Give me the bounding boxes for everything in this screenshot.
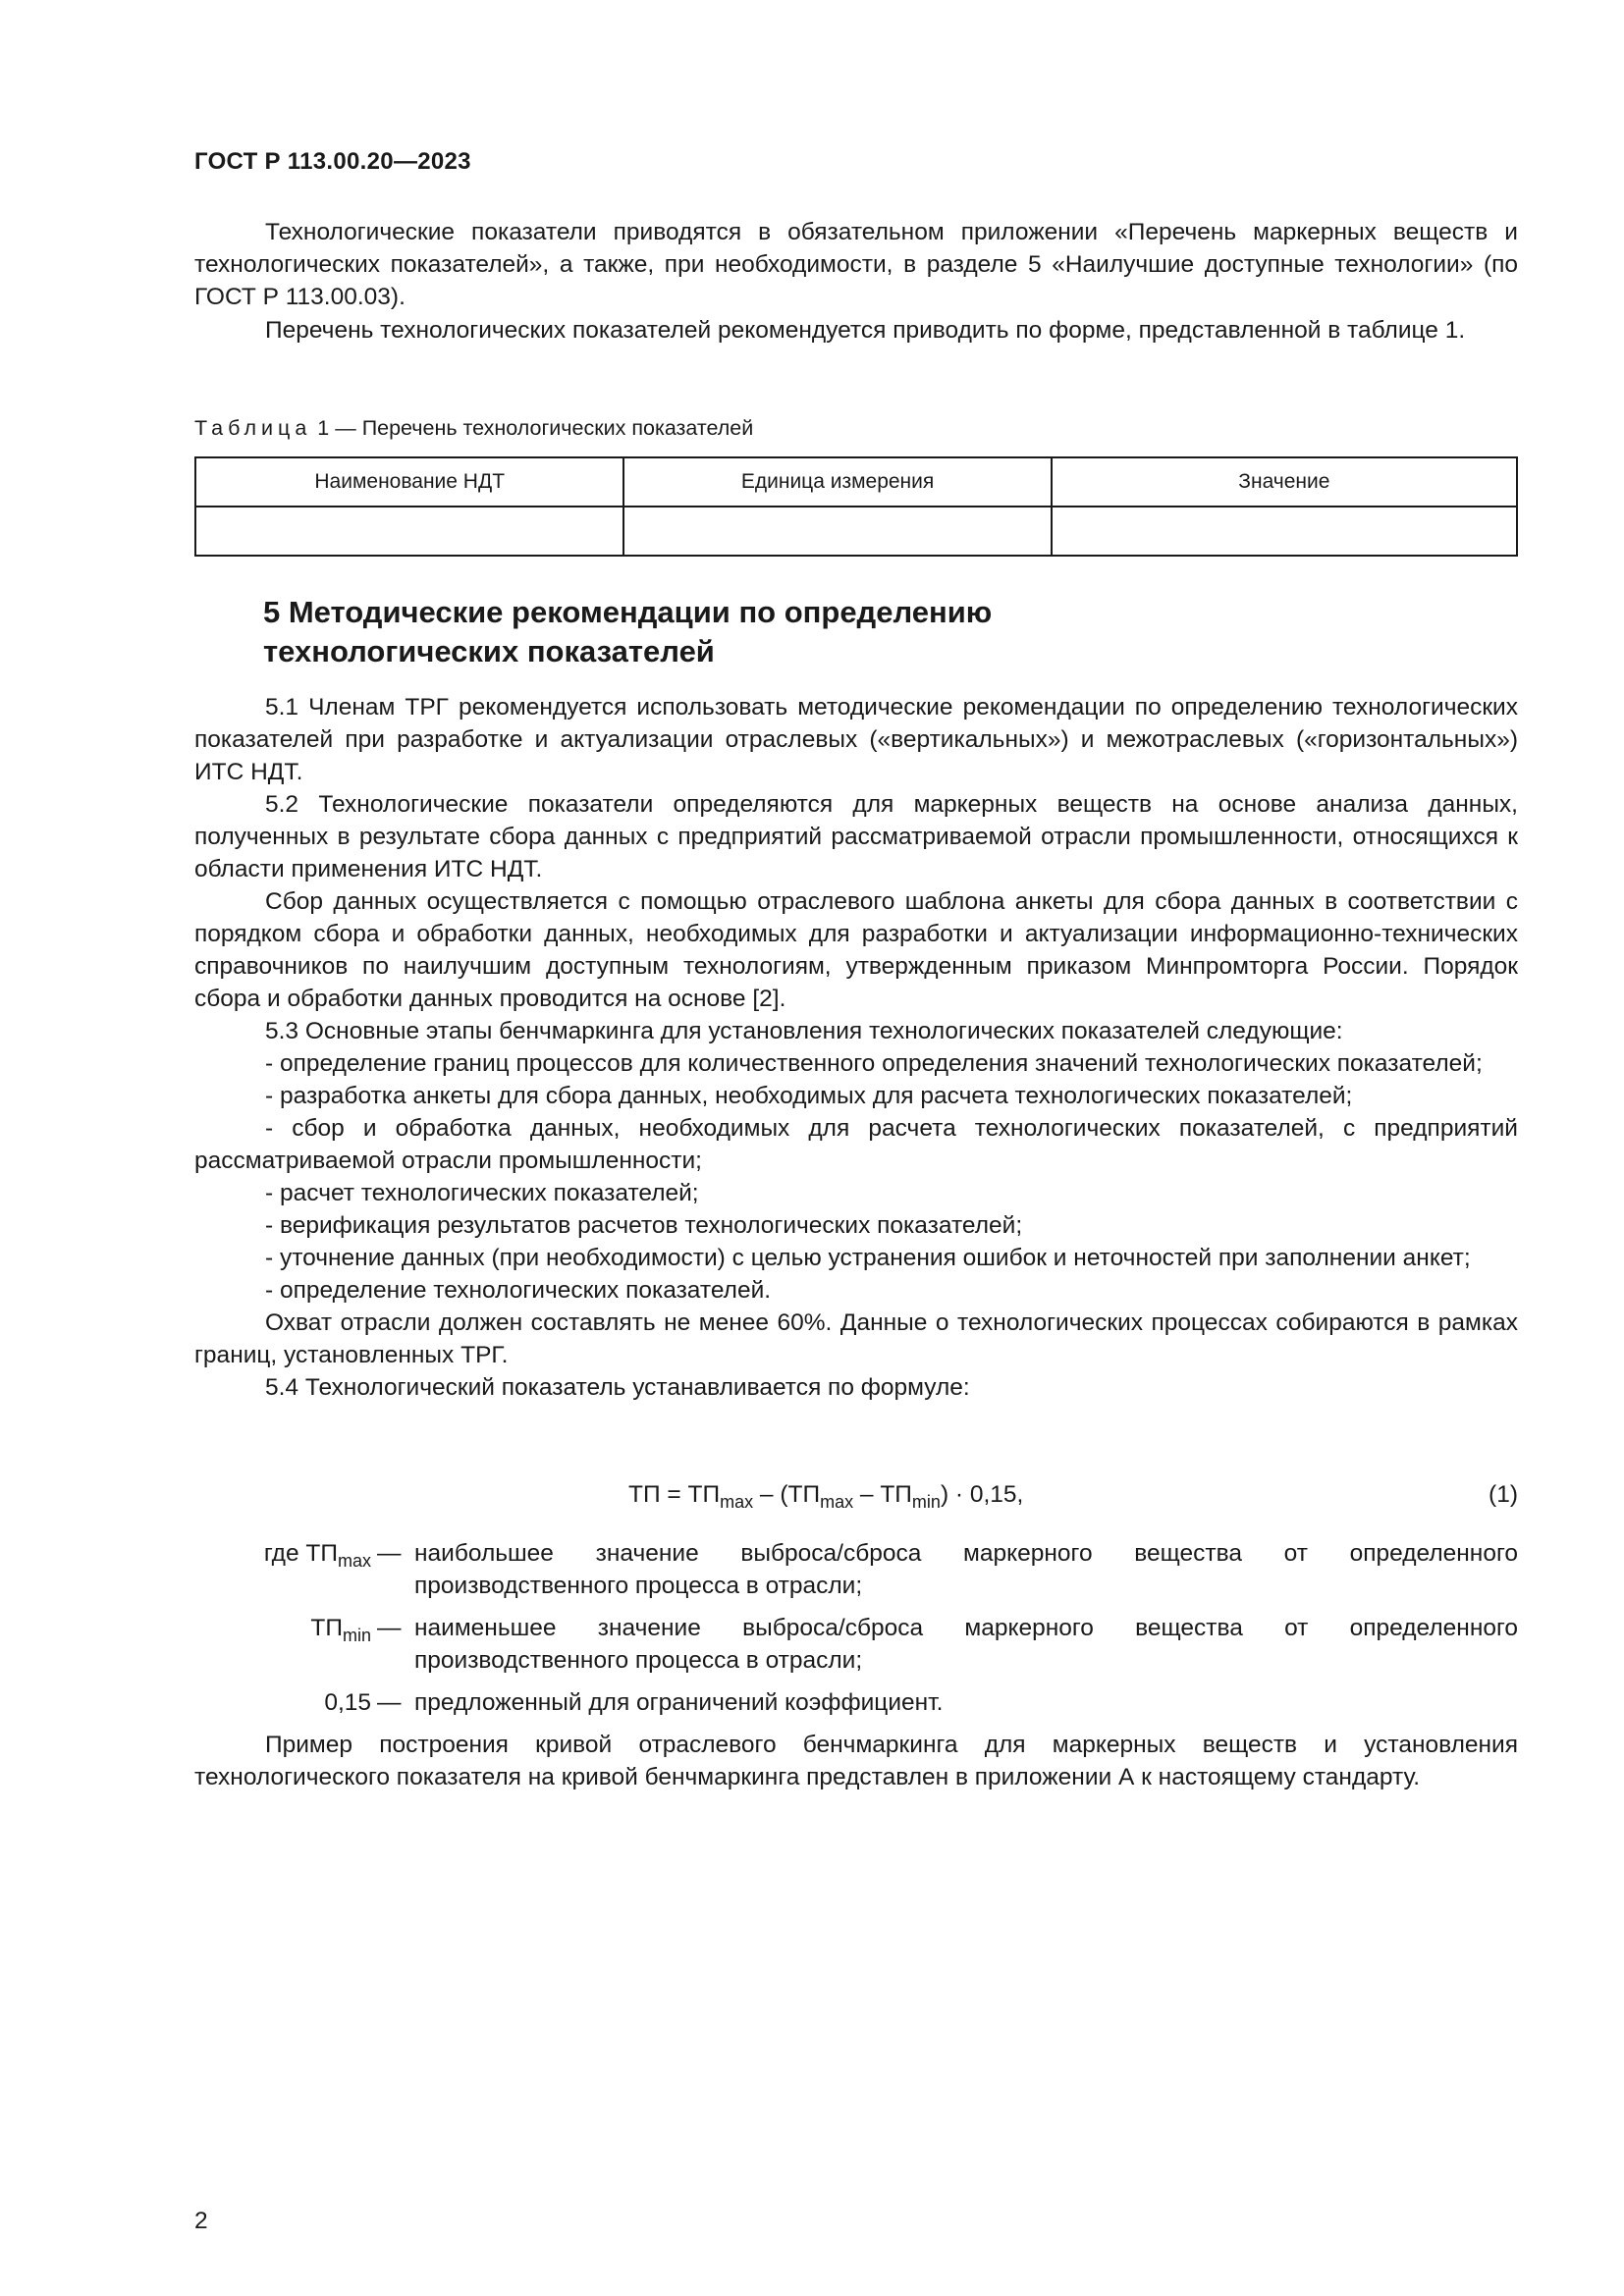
list-item: - определение границ процессов для количественного определения значений технологических показателей; bbox=[265, 1050, 1483, 1077]
definition-text: предложенный для ограничений коэффициент. bbox=[414, 1689, 944, 1716]
table-row bbox=[195, 507, 1517, 556]
definition-symbol bbox=[194, 1686, 371, 1719]
formula-subscript: max bbox=[720, 1492, 754, 1512]
table-caption-title: 1 — Перечень технологических показателей bbox=[311, 416, 754, 440]
list-item: - верификация результатов расчетов технологических показателей; bbox=[265, 1212, 1023, 1239]
definition-dash: — bbox=[377, 1615, 402, 1641]
definition-dash: — bbox=[377, 1689, 402, 1716]
table-caption bbox=[194, 416, 753, 441]
formula bbox=[628, 1481, 1024, 1512]
paragraph: 5.4 Технологический показатель устанавливается по формуле: bbox=[265, 1374, 970, 1401]
table-caption-label: Таблица bbox=[194, 416, 312, 440]
page-number: 2 bbox=[194, 2208, 208, 2234]
definition-symbol-subscript: min bbox=[342, 1626, 371, 1645]
definition-symbol-text: ТП bbox=[310, 1615, 343, 1641]
paragraph: 5.1 Членам ТРГ рекомендуется использовать методические рекомендации по определению технологических показателей при разработке и актуализации отраслевых («вертикальных») и межотраслевых («горизонтальных») ИТС НДТ. bbox=[194, 694, 1518, 785]
table-header-cell: Единица измерения bbox=[623, 457, 1051, 507]
paragraph: Пример построения кривой отраслевого бенчмаркинга для маркерных веществ и установления технологического показателя на кривой бенчмаркинга представлен в приложении А к настоящему стандарту. bbox=[194, 1732, 1518, 1790]
paragraph: Охват отрасли должен составлять не менее 60%. Данные о технологических процессах собираются в рамках границ, установленных ТРГ. bbox=[194, 1309, 1518, 1368]
table-cell bbox=[195, 507, 623, 556]
definition-symbol-subscript: max bbox=[337, 1551, 371, 1571]
definition-symbol bbox=[194, 1612, 371, 1644]
list-item: - определение технологических показателей. bbox=[265, 1277, 772, 1304]
definition-symbol bbox=[194, 1537, 371, 1570]
definition-symbol-text: где ТП bbox=[263, 1540, 338, 1567]
list-item: - сбор и обработка данных, необходимых для расчета технологических показателей, с предприятий рассматриваемой отрасли промышленности; bbox=[194, 1115, 1518, 1174]
formula-part: – ТП bbox=[853, 1481, 912, 1508]
formula-definitions bbox=[194, 1537, 1518, 1729]
table-cell bbox=[623, 507, 1051, 556]
paragraph: 5.2 Технологические показатели определяются для маркерных веществ на основе анализа данных, полученных в результате сбора данных с предприятий рассматриваемой отрасли промышленности, относящихся к области применения ИТС НДТ. bbox=[194, 791, 1518, 882]
definition-symbol-text: 0,15 bbox=[324, 1689, 371, 1716]
paragraph: 5.3 Основные этапы бенчмаркинга для установления технологических показателей следующие: bbox=[265, 1018, 1343, 1044]
list-item: - расчет технологических показателей; bbox=[265, 1180, 699, 1206]
definition-item bbox=[194, 1686, 1518, 1719]
intro-paragraph: Технологические показатели приводятся в обязательном приложении «Перечень маркерных веществ и технологических показателей», а также, при необходимости, в разделе 5 «Наилучшие доступные технологии» (по ГОСТ Р 113.00.03). bbox=[194, 219, 1518, 310]
formula-part: ТП = ТП bbox=[628, 1481, 721, 1508]
definition-text: наименьшее значение выброса/сброса маркерного вещества от определенного производственного процесса в отрасли; bbox=[414, 1615, 1518, 1674]
closing-text bbox=[194, 1729, 1518, 1793]
definition-dash: — bbox=[377, 1540, 402, 1567]
list-item: - уточнение данных (при необходимости) с целью устранения ошибок и неточностей при заполнении анкет; bbox=[265, 1245, 1471, 1271]
indicators-table bbox=[194, 456, 1518, 557]
section-title bbox=[263, 593, 992, 671]
definition-item bbox=[194, 1612, 1518, 1677]
intro-text bbox=[194, 216, 1518, 347]
section-title-line: технологических показателей bbox=[263, 634, 715, 668]
list-item: - разработка анкеты для сбора данных, необходимых для расчета технологических показателей; bbox=[265, 1083, 1353, 1109]
section-title-line: 5 Методические рекомендации по определению bbox=[263, 595, 993, 629]
table-cell bbox=[1052, 507, 1517, 556]
document-code: ГОСТ Р 113.00.20—2023 bbox=[194, 148, 471, 175]
table-header-row bbox=[195, 457, 1517, 507]
paragraph: Сбор данных осуществляется с помощью отраслевого шаблона анкеты для сбора данных в соответствии с порядком сбора и обработки данных, необходимых для разработки и актуализации информационно-технических справочников по наилучшим доступным технологиям, утвержденным приказом Минпромторга России. Порядок сбора и обработки данных проводится на основе [2]. bbox=[194, 888, 1518, 1012]
intro-paragraph: Перечень технологических показателей рекомендуется приводить по форме, представленной в таблице 1. bbox=[265, 317, 1466, 344]
section-body bbox=[194, 691, 1518, 1404]
formula-subscript: min bbox=[911, 1492, 941, 1512]
formula-part: – (ТП bbox=[753, 1481, 821, 1508]
table-header-cell: Значение bbox=[1052, 457, 1517, 507]
formula-part: ) · 0,15, bbox=[940, 1481, 1024, 1508]
definition-text: наибольшее значение выброса/сброса маркерного вещества от определенного производственного процесса в отрасли; bbox=[414, 1540, 1518, 1599]
formula-subscript: max bbox=[820, 1492, 854, 1512]
table-header-cell: Наименование НДТ bbox=[195, 457, 623, 507]
definition-item bbox=[194, 1537, 1518, 1602]
formula-number: (1) bbox=[1489, 1481, 1518, 1508]
